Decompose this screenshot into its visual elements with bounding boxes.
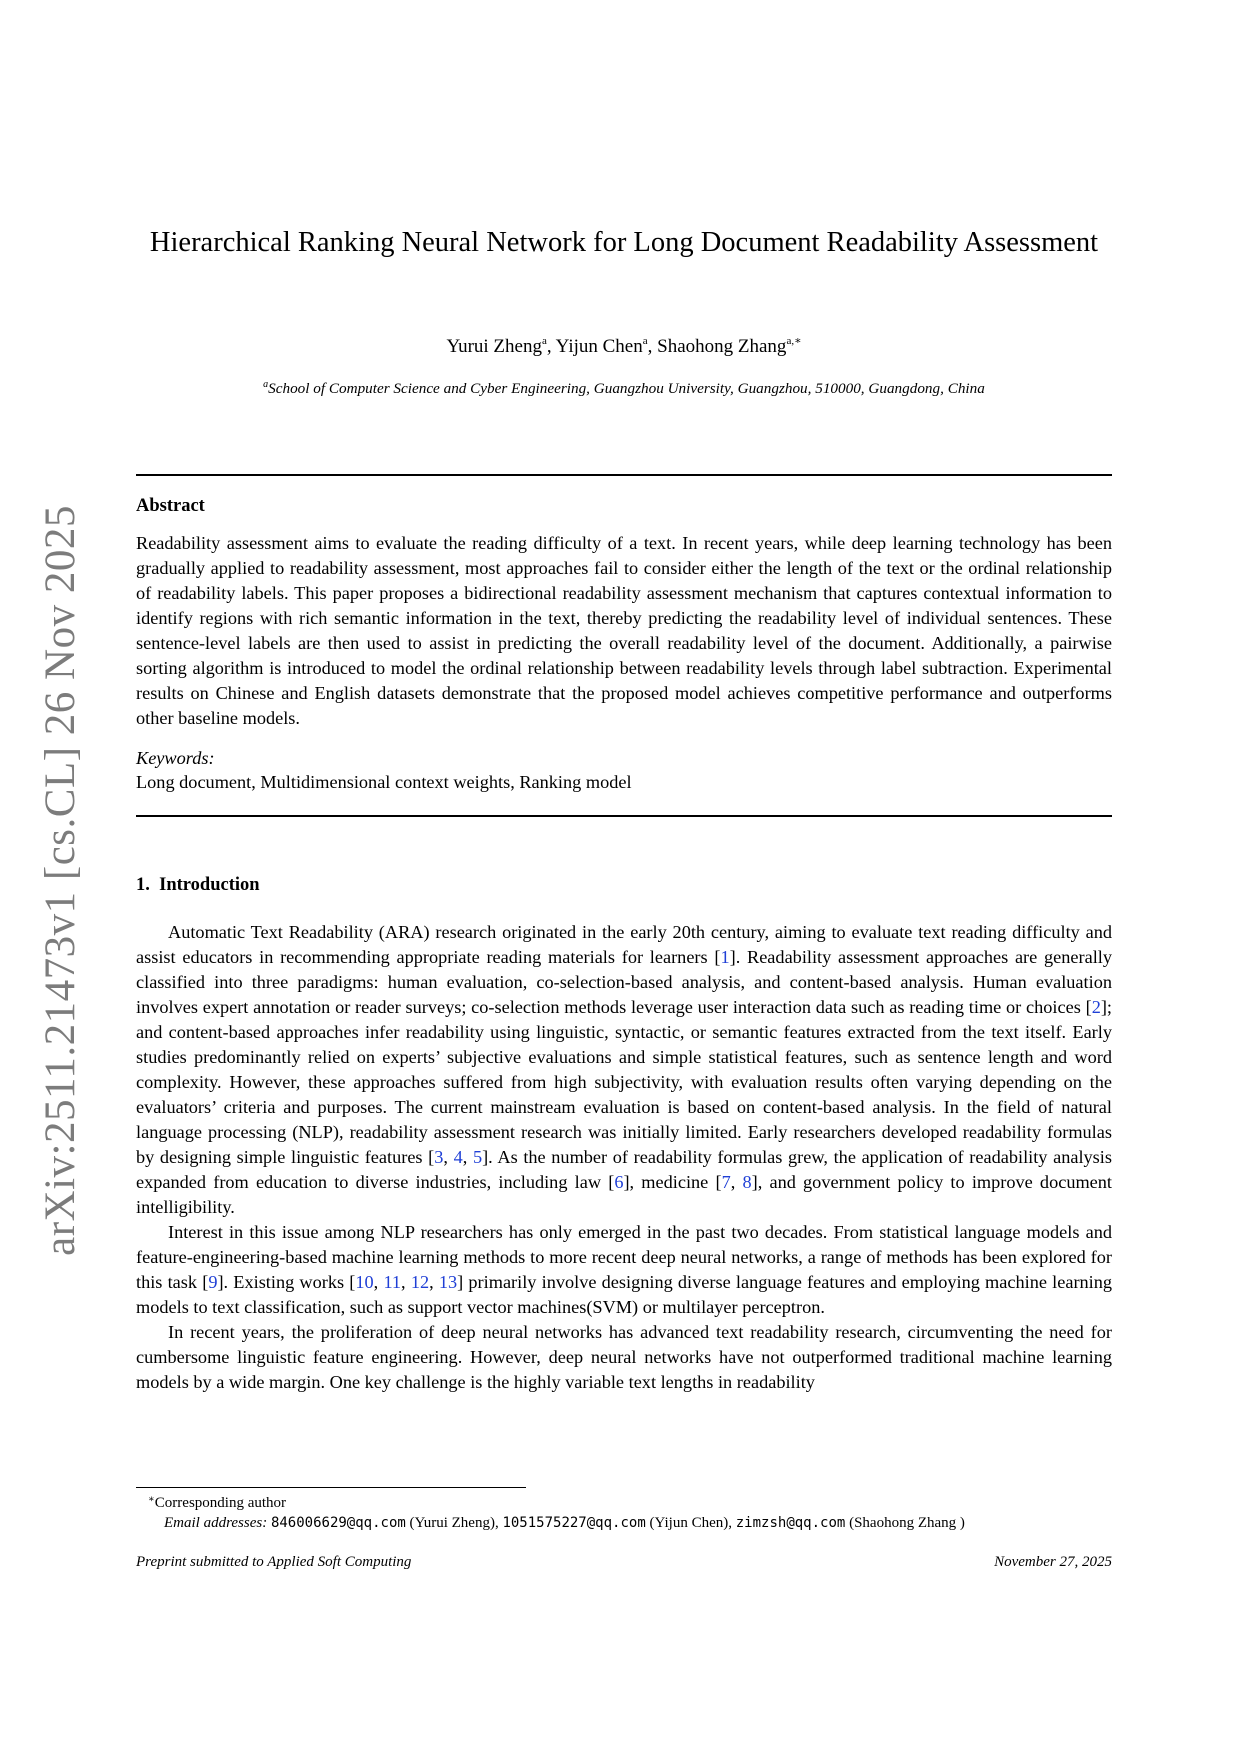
footnote-corresponding [148, 1494, 286, 1512]
text-run: , [443, 1147, 454, 1167]
affiliation-text: School of Computer Science and Cyber Engineering, Guangzhou University, Guangzhou, 510000, Guangdong, China [268, 380, 985, 397]
citation-link[interactable]: 4 [453, 1147, 463, 1167]
intro-paragraph-1 [136, 920, 1112, 1220]
text-run: , [373, 1272, 384, 1292]
text-run: Interest in this issue among NLP researchers has only emerged in the past two decades. From statistical language models and feature-engineering-based machine learning methods to more recent deep neural networks, a range of methods has been explored for this task [ [136, 1222, 1112, 1292]
email-address[interactable]: 846006629@qq.com [270, 1515, 406, 1531]
text-run: ]. Readability assessment approaches are generally classified into three paradigms: human evaluation, co-selection-based analysis, and content-based analysis. Human evaluation involves expert annotation or reader surveys; co-selection methods leverage user interaction data such as reading time or choices [ [136, 947, 1112, 1017]
keywords-label: Keywords: [136, 748, 215, 768]
citation-link[interactable]: 5 [472, 1147, 483, 1167]
arxiv-identifier[interactable]: arXiv:2511.21473v1 [cs.CL] 26 Nov 2025 [36, 504, 84, 1256]
email-owner: (Yijun Chen), [649, 1515, 732, 1531]
citation-link[interactable]: 2 [1091, 997, 1101, 1017]
abstract-text: Readability assessment aims to evaluate the reading difficulty of a text. In recent years, while deep learning technology has been gradually applied to readability assessment, most approaches fail to consider either the length of the text or the ordinal relationship of readability labels. This paper proposes a bidirectional readability assessment mechanism that captures contextual information to identify regions with rich semantic information in the text, thereby predicting the readability level of individual sentences. These sentence-level labels are then used to assist in predicting the overall readability level of the document. Additionally, a pairwise sorting algorithm is introduced to model the ordinal relationship between readability levels through label subtraction. Experimental results on Chinese and English datasets demonstrate that the proposed model achieves competitive performance and outperforms other baseline models. [136, 533, 1112, 728]
intro-paragraph-3: In recent years, the proliferation of deep neural networks has advanced text readability research, circumventing the need for cumbersome linguistic feature engineering. However, deep neural networks have not outperformed traditional machine learning models by a wide margin. One key challenge is the highly variable text lengths in readability [136, 1322, 1112, 1392]
text-run: Automatic Text Readability (ARA) research originated in the early 20th century, aiming to evaluate text reading difficulty and assist educators in recommending appropriate reading materials for learners [ [136, 922, 1112, 967]
paper-title: Hierarchical Ranking Neural Network for Long Document Readability Assessment [149, 227, 1099, 258]
email-owner: (Yurui Zheng), [409, 1515, 499, 1531]
affiliation-mark: a [263, 379, 269, 390]
text-run: ]. Existing works [ [217, 1272, 356, 1292]
section-number: 1. [136, 875, 150, 895]
text-run: , [462, 1147, 473, 1167]
text-run: , [730, 1172, 743, 1192]
footnote-corresponding-text: Corresponding author [154, 1495, 287, 1511]
email-address[interactable]: zimzsh@qq.com [735, 1515, 846, 1531]
footnote-rule [136, 1487, 526, 1488]
introduction-body [136, 920, 1112, 1395]
email-address[interactable]: 1051575227@qq.com [502, 1515, 646, 1531]
citation-link[interactable]: 8 [742, 1172, 752, 1192]
author-name: Yurui Zheng [446, 336, 542, 357]
text-run: ] primarily involve designing diverse language features and employing machine learning models to text classification, such as support vector machines(SVM) or multilayer perceptron. [136, 1272, 1113, 1317]
text-run: ]. As the number of readability formulas grew, the application of readability analysis expanded from education to diverse industries, including law [ [136, 1147, 1112, 1192]
text-run: , [429, 1272, 439, 1292]
email-label: Email addresses: [164, 1515, 268, 1531]
citation-link[interactable]: 3 [434, 1147, 444, 1167]
footer-venue: Preprint submitted to Applied Soft Computing [136, 1554, 412, 1570]
email-owner: (Shaohong Zhang ) [849, 1515, 965, 1531]
section-heading [136, 875, 260, 896]
author-affil-mark: a [541, 335, 547, 347]
abstract-heading: Abstract [136, 496, 205, 516]
footnote-emails [164, 1515, 965, 1532]
text-run: ], medicine [ [623, 1172, 722, 1192]
arxiv-sidebar-stamp [30, 504, 90, 1256]
citation-link[interactable]: 9 [208, 1272, 218, 1292]
author-name: Shaohong Zhang [657, 336, 787, 357]
intro-paragraph-2 [136, 1220, 1112, 1320]
footnote-mark: ∗ [148, 1494, 155, 1505]
abstract-top-rule [136, 474, 1112, 476]
citation-link[interactable]: 12 [410, 1272, 430, 1292]
footer-date: November 27, 2025 [994, 1554, 1112, 1570]
keywords-text: Long document, Multidimensional context weights, Ranking model [136, 772, 632, 792]
citation-link[interactable]: 6 [614, 1172, 624, 1192]
author-affil-mark: a [642, 335, 648, 347]
citation-link[interactable]: 13 [438, 1272, 458, 1292]
author-name: Yijun Chen [555, 336, 643, 357]
citation-link[interactable]: 7 [721, 1172, 731, 1192]
text-run: , [401, 1272, 411, 1292]
abstract-bottom-rule [136, 815, 1112, 817]
citation-link[interactable]: 10 [355, 1272, 374, 1292]
citation-link[interactable]: 11 [383, 1272, 402, 1292]
affiliation [136, 379, 1112, 398]
text-run: ], and government policy to improve document intelligibility. [136, 1172, 1113, 1217]
citation-link[interactable]: 1 [720, 947, 730, 967]
author-affil-mark: a,∗ [786, 335, 802, 347]
section-title: Introduction [159, 875, 260, 895]
text-run: ]; and content-based approaches infer readability using linguistic, syntactic, or semantic features extracted from the text itself. Early studies predominantly relied on experts’ subjective evaluations and simple statistical features, such as sentence length and word complexity. However, these approaches suffered from high subjectivity, with evaluation results often varying depending on the evaluators’ criteria and purposes. The current mainstream evaluation is based on content-based analysis. In the field of natural language processing (NLP), readability assessment research was initially limited. Early researchers developed readability formulas by designing simple linguistic features [ [136, 997, 1112, 1167]
author-list: Yurui Zheng$^a$, Yijun Chen$^a$, Shaohong Zhang$^{a,∗}$ [446, 335, 802, 357]
